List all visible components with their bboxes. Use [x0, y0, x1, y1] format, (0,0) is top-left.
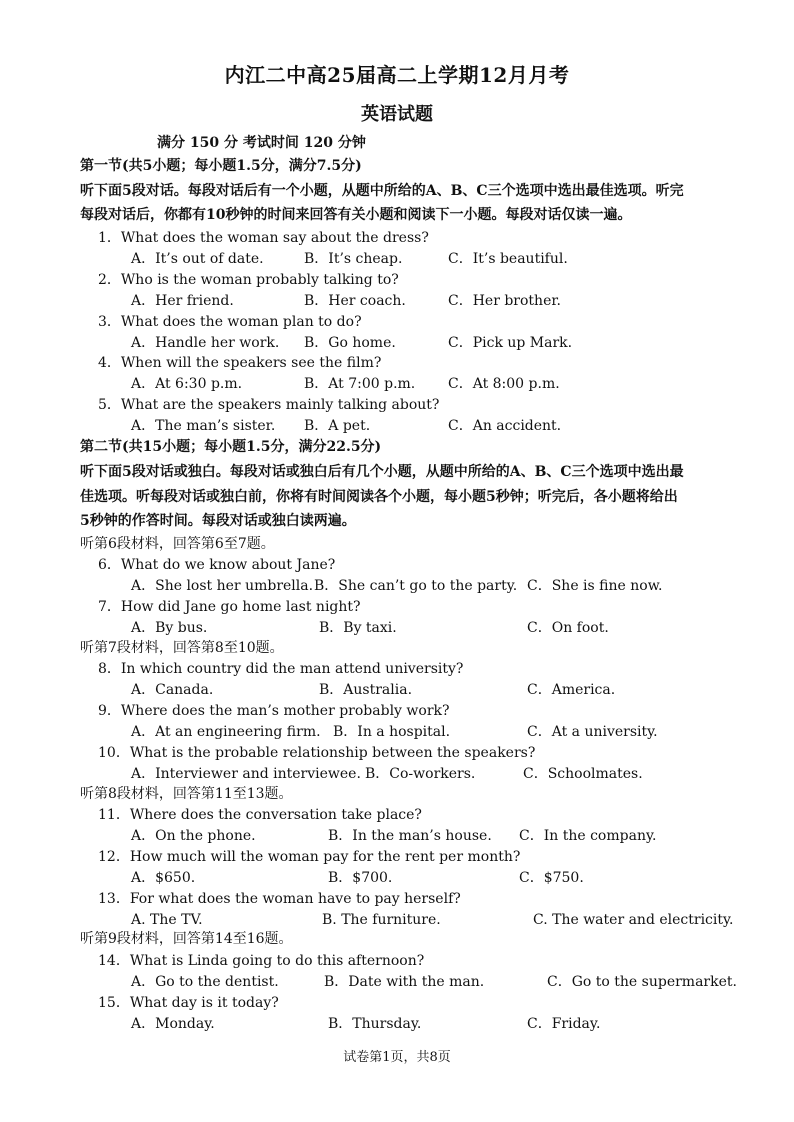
option-a: A. The TV. — [131, 912, 203, 928]
question-stem: 4．When will the speakers see the film? — [98, 355, 382, 371]
option-a: A．At an engineering firm. — [131, 724, 321, 740]
option-c: C．Go to the supermarket. — [547, 974, 737, 990]
option-b: B．By taxi. — [319, 620, 397, 636]
option-c: C．An accident. — [448, 418, 562, 434]
option-c: C．In the company. — [519, 828, 657, 844]
group-note: 听第7段材料，回答第8至10题。 — [80, 640, 284, 656]
score-time-line: 满分 150 分 考试时间 120 分钟 — [157, 135, 366, 151]
option-a: A．It’s out of date. — [131, 251, 264, 267]
option-b: B．She can’t go to the party. — [314, 578, 518, 594]
section-2-instruction: 5秒钟的作答时间。每段对话或独白读两遍。 — [80, 513, 356, 529]
option-b: B．Her coach. — [304, 293, 406, 309]
question-stem: 11．Where does the conversation take place? — [98, 807, 422, 823]
option-a: A．On the phone. — [131, 828, 256, 844]
section-1-instruction: 每段对话后，你都有10秒钟的时间来回答有关小题和阅读下一小题。每段对话仅读一遍。 — [80, 207, 632, 223]
option-c: C. The water and electricity. — [533, 912, 734, 928]
option-c: C．Her brother. — [448, 293, 561, 309]
option-c: C．Schoolmates. — [523, 766, 643, 782]
option-b: B. The furniture. — [322, 912, 441, 928]
option-b: B．Date with the man. — [324, 974, 485, 990]
question-stem: 6．What do we know about Jane? — [98, 557, 336, 573]
option-b: B．It’s cheap. — [304, 251, 403, 267]
option-c: C．Pick up Mark. — [448, 335, 573, 351]
option-a: A．Interviewer and interviewee. — [131, 766, 361, 782]
question-stem: 10．What is the probable relationship between the speakers? — [98, 745, 536, 761]
page-subtitle: 英语试题 — [361, 104, 433, 125]
question-stem: 7．How did Jane go home last night? — [98, 599, 361, 615]
question-stem: 2．Who is the woman probably talking to? — [98, 272, 399, 288]
option-a: A．Canada. — [131, 682, 214, 698]
option-a: A．She lost her umbrella. — [131, 578, 314, 594]
option-b: B．A pet. — [304, 418, 371, 434]
option-a: A．The man’s sister. — [131, 418, 276, 434]
option-b: B．In the man’s house. — [328, 828, 492, 844]
option-a: A．By bus. — [131, 620, 208, 636]
option-a: A．Her friend. — [131, 293, 234, 309]
option-b: B．$700. — [328, 870, 393, 886]
section-1-heading: 第一节(共5小题；每小题1.5分，满分7.5分) — [80, 158, 362, 174]
option-b: B．Go home. — [304, 335, 396, 351]
group-note: 听第8段材料，回答第11至13题。 — [80, 786, 293, 802]
section-2-instruction: 佳选项。听每段对话或独白前，你将有时间阅读各个小题，每小题5秒钟；听完后，各小题将给出 — [80, 489, 678, 505]
group-note: 听第9段材料，回答第14至16题。 — [80, 931, 293, 947]
question-stem: 1．What does the woman say about the dress? — [98, 230, 429, 246]
question-stem: 9．Where does the man’s mother probably work? — [98, 703, 450, 719]
option-b: B．At 7:00 p.m. — [304, 376, 416, 392]
question-stem: 3．What does the woman plan to do? — [98, 314, 362, 330]
option-b: B．In a hospital. — [333, 724, 451, 740]
question-stem: 5．What are the speakers mainly talking about? — [98, 397, 440, 413]
question-stem: 13．For what does the woman have to pay herself? — [98, 891, 461, 907]
option-c: C．At 8:00 p.m. — [448, 376, 560, 392]
option-b: B．Thursday. — [328, 1016, 422, 1032]
option-a: A．Handle her work. — [131, 335, 280, 351]
question-stem: 8．In which country did the man attend university? — [98, 661, 464, 677]
section-2-heading: 第二节(共15小题；每小题1.5分，满分22.5分) — [80, 439, 382, 455]
option-c: C．America. — [527, 682, 616, 698]
option-c: C．At a university. — [527, 724, 658, 740]
option-a: A．At 6:30 p.m. — [131, 376, 243, 392]
option-c: C．On foot. — [527, 620, 609, 636]
group-note: 听第6段材料，回答第6至7题。 — [80, 536, 275, 552]
option-c: C．It’s beautiful. — [448, 251, 568, 267]
section-1-instruction: 听下面5段对话。每段对话后有一个小题，从题中所给的A、B、C三个选项中选出最佳选项。听完 — [80, 183, 684, 199]
question-stem: 14．What is Linda going to do this afternoon? — [98, 953, 425, 969]
question-stem: 15．What day is it today? — [98, 995, 279, 1011]
option-c: C．She is fine now. — [527, 578, 663, 594]
option-c: C．$750. — [519, 870, 584, 886]
option-b: B．Co-workers. — [365, 766, 476, 782]
option-a: A．$650. — [131, 870, 196, 886]
page-title: 内江二中高25届高二上学期12月月考 — [224, 63, 570, 87]
page-footer: 试卷第1页，共8页 — [343, 1050, 451, 1065]
option-a: A．Monday. — [131, 1016, 215, 1032]
option-c: C．Friday. — [527, 1016, 601, 1032]
option-b: B．Australia. — [319, 682, 413, 698]
question-stem: 12．How much will the woman pay for the rent per month? — [98, 849, 521, 865]
section-2-instruction: 听下面5段对话或独白。每段对话或独白后有几个小题，从题中所给的A、B、C三个选项中选出最 — [80, 464, 684, 480]
option-a: A．Go to the dentist. — [131, 974, 279, 990]
